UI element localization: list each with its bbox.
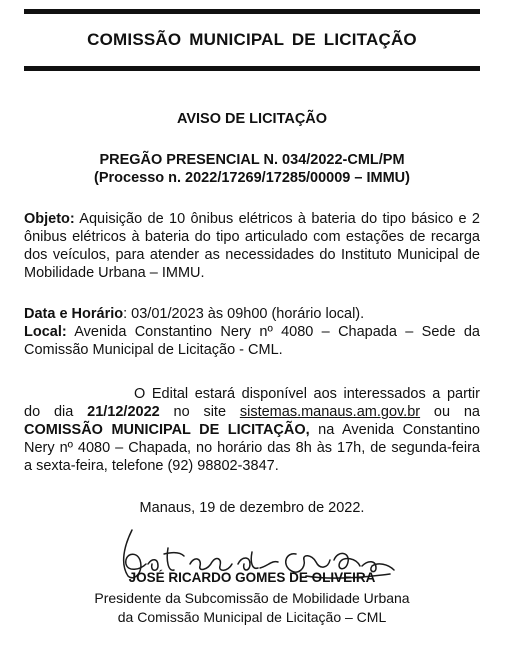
signer-name: JOSÉ RICARDO GOMES DE OLIVEIRA: [128, 570, 376, 585]
schedule-paragraph: [24, 305, 480, 359]
signer-role-line1: Presidente da Subcomissão de Mobilidade Urbana: [94, 590, 410, 606]
local-value: Avenida Constantino Nery nº 4080 – Chapada – Sede da Comissão Municipal de Licitação - CML.: [24, 324, 480, 358]
edital-rest: na Avenida Constantino Nery nº 4080 – Chapada, no horário das 8h às 17h, de segunda-feira a sexta-feira, telefone (92) 98802-3847.: [24, 422, 480, 474]
pregao-number: PREGÃO PRESENCIAL N. 034/2022-CML/PM: [99, 152, 405, 168]
datetime-label: Data e Horário: [24, 306, 124, 322]
objeto-label: Objeto:: [24, 211, 75, 227]
objeto-paragraph: [24, 210, 480, 282]
edital-paragraph: [24, 385, 480, 475]
header-bottom-rule: [24, 66, 480, 71]
edital-date: 21/12/2022: [87, 404, 160, 420]
local-label: Local:: [24, 324, 67, 340]
edital-site-prefix: no site: [159, 404, 240, 420]
edital-commission: COMISSÃO MUNICIPAL DE LICITAÇÃO,: [24, 422, 310, 438]
signer-role-line2: da Comissão Municipal de Licitação – CML: [117, 609, 387, 625]
edital-or: ou na: [420, 404, 480, 420]
edital-site-link[interactable]: sistemas.manaus.am.gov.br: [239, 404, 421, 420]
datetime-value: : 03/01/2023 às 09h00 (horário local).: [123, 306, 365, 322]
notice-title: AVISO DE LICITAÇÃO: [176, 111, 328, 127]
edital-intro: O Edital estará disponível aos interessados a partir do dia: [24, 386, 480, 420]
place-date: Manaus, 19 de dezembro de 2022.: [139, 500, 365, 516]
process-number: (Processo n. 2022/17269/17285/00009 – IMMU): [94, 170, 410, 186]
objeto-text: Aquisição de 10 ônibus elétricos à bateria do tipo básico e 2 ônibus elétricos à bateria do tipo articulado com estações de recarga dos veículos, para atender as necessidades do Instituto Municipal de Mobilidade Urbana – IMMU.: [24, 211, 480, 281]
header-title: COMISSÃO MUNICIPAL DE LICITAÇÃO: [87, 30, 417, 49]
